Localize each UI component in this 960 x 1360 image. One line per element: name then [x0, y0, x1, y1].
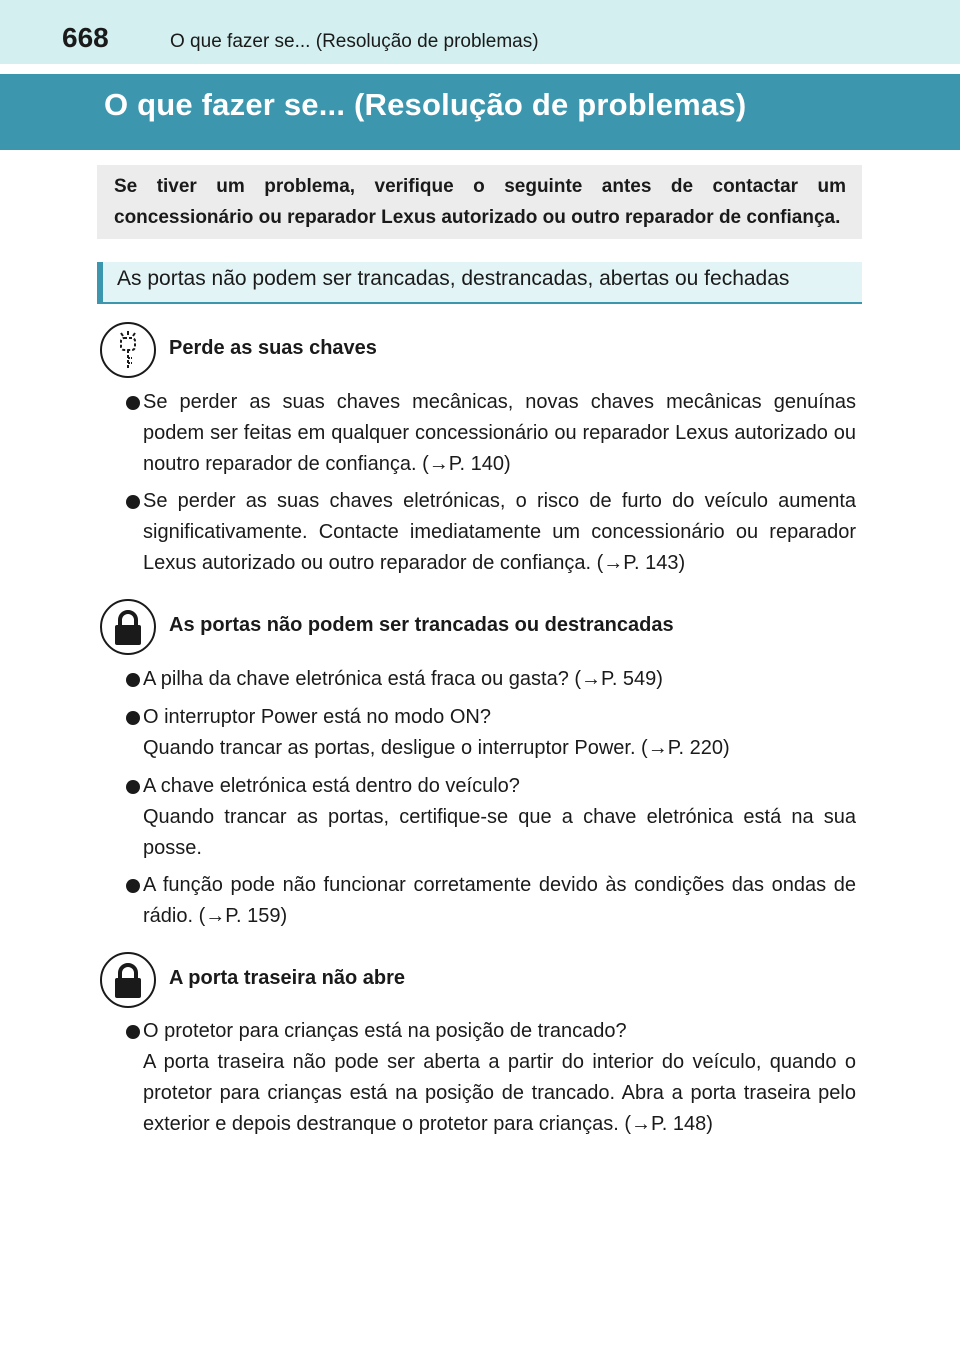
bullet-icon [126, 673, 140, 687]
list-item-text: A porta traseira não pode ser aberta a partir do interior do veículo, quando o protetor para crianças está na posição de trancado. Abra a porta traseira pelo exterior e depois destranque o protetor para crianças. (→P. 148) [143, 1051, 856, 1135]
intro-text: Se tiver um problema, verifique o seguinte antes de contactar um concessionário ou reparador Lexus autorizado ou outro reparador de confiança. [114, 176, 846, 228]
list-item-text: Se perder as suas chaves eletrónicas, o risco de furto do veículo aumenta significativamente. Contacte imediatamente um concessionário ou reparador Lexus autorizado ou outro reparador de confiança. (→P. 143) [143, 490, 856, 574]
padlock-icon [100, 599, 156, 655]
key-icon [100, 322, 156, 378]
section-heading-text: As portas não podem ser trancadas, destrancadas, abertas ou fechadas [117, 267, 790, 290]
section-heading [97, 262, 862, 304]
running-header-title: O que fazer se... (Resolução de problemas) [170, 31, 539, 52]
list-item-question: A chave eletrónica está dentro do veículo? [143, 775, 520, 797]
list-item-question: O interruptor Power está no modo ON? [143, 706, 491, 728]
bullet-icon [126, 711, 140, 725]
list-item-text: Quando trancar as portas, desligue o interruptor Power. (→P. 220) [143, 737, 730, 759]
bullet-icon [126, 495, 140, 509]
list-item [122, 664, 856, 695]
subsection-heading-doors-lock: As portas não podem ser trancadas ou destrancadas [169, 614, 674, 636]
page-number: 668 [62, 22, 109, 53]
list-item-text: A pilha da chave eletrónica está fraca ou gasta? (→P. 549) [143, 668, 663, 690]
list-item-question: O protetor para crianças está na posição de trancado? [143, 1020, 627, 1042]
bullet-icon [126, 1025, 140, 1039]
page-title: O que fazer se... (Resolução de problemas) [104, 87, 747, 122]
list-item [122, 1016, 856, 1140]
list-item-text: Quando trancar as portas, certifique-se que a chave eletrónica está na sua posse. [143, 806, 856, 859]
bullet-icon [126, 879, 140, 893]
list-item [122, 771, 856, 864]
padlock-icon [100, 952, 156, 1008]
list-item [122, 486, 856, 579]
list-item [122, 387, 856, 480]
subsection-heading-lost-keys: Perde as suas chaves [169, 337, 377, 359]
list-item [122, 870, 856, 932]
subsection-heading-rear-door: A porta traseira não abre [169, 967, 406, 989]
list-item-text: A função pode não funcionar corretamente devido às condições das ondas de rádio. (→P. 159) [143, 874, 856, 927]
bullet-icon [126, 780, 140, 794]
bullet-icon [126, 396, 140, 410]
list-item [122, 702, 856, 764]
intro-box [97, 165, 862, 239]
list-item-text: Se perder as suas chaves mecânicas, novas chaves mecânicas genuínas podem ser feitas em qualquer concessionário ou reparador Lexus autorizado ou noutro reparador de confiança. (→P. 140) [143, 391, 856, 475]
